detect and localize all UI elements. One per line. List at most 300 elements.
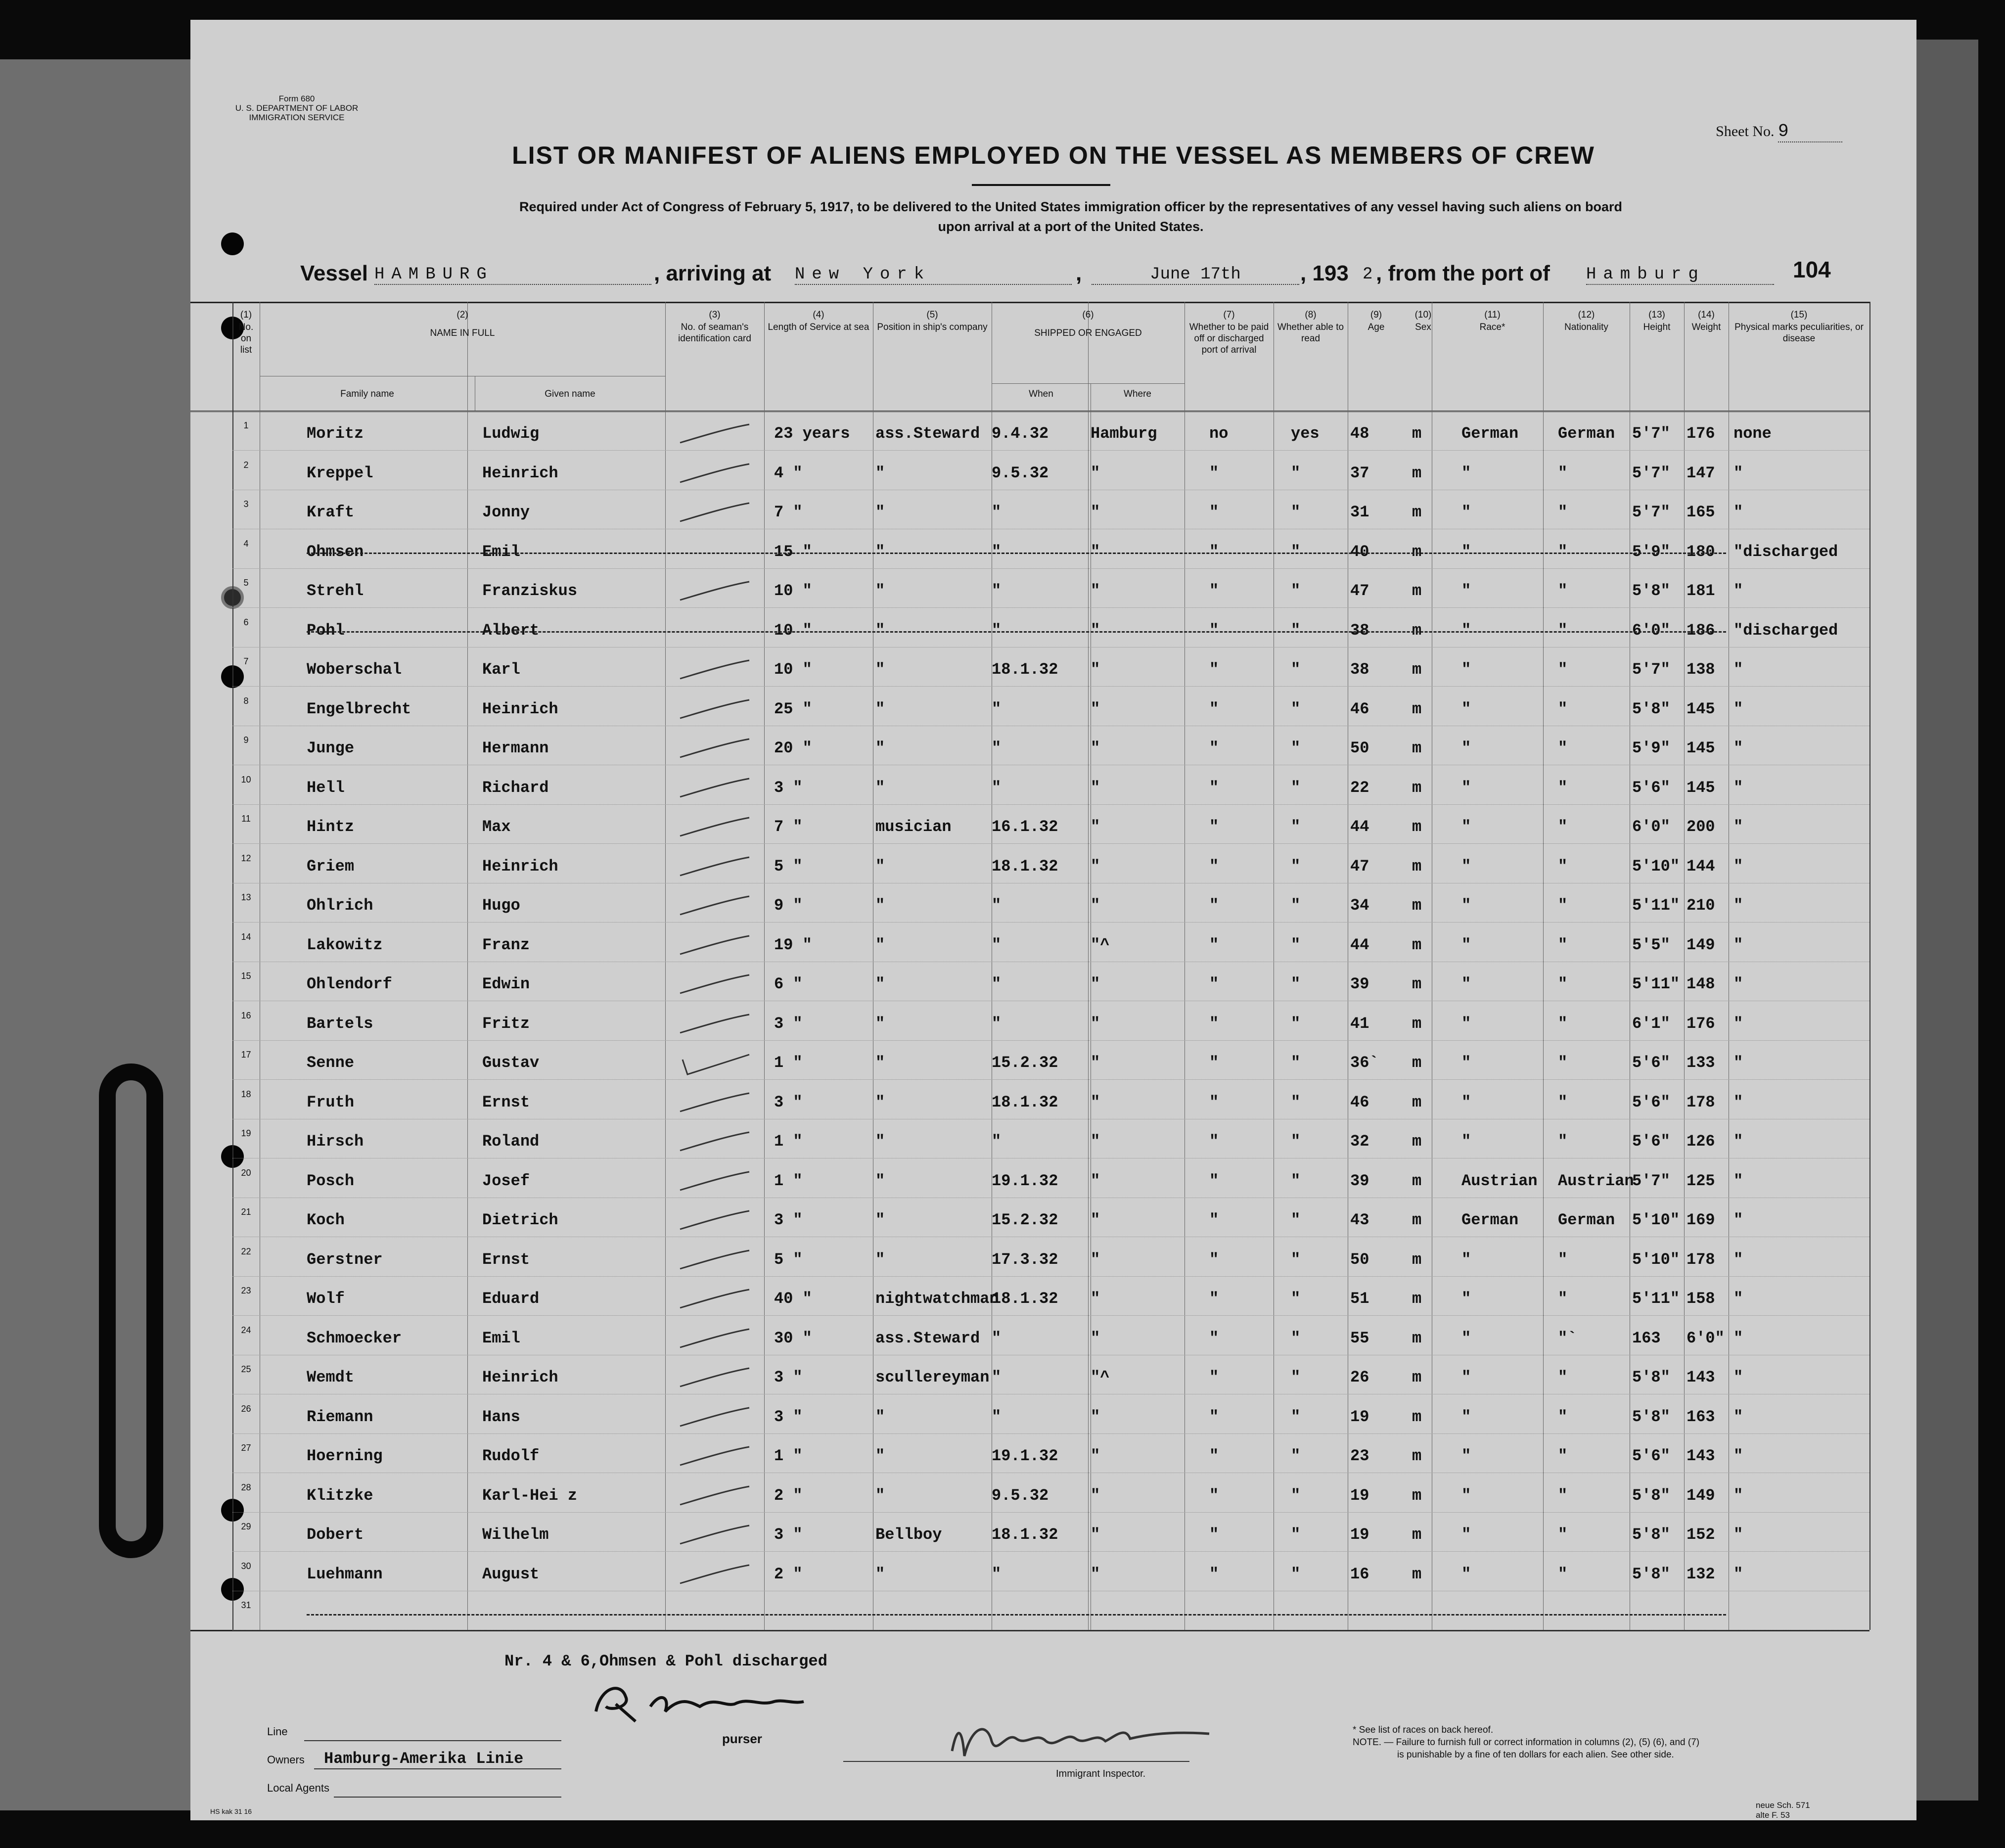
shipped-when-cell: "	[992, 621, 1002, 640]
sex-cell: m	[1412, 1250, 1422, 1269]
length-of-service-cell: 3 "	[774, 1014, 803, 1033]
able-to-read-cell: "	[1291, 1565, 1301, 1583]
row-number: 1	[243, 420, 249, 430]
given-name-cell: Dietrich	[482, 1211, 558, 1229]
shipped-when-cell: 18.1.32	[992, 857, 1058, 876]
able-to-read-cell: "	[1291, 778, 1301, 797]
seaman-card-check-mark	[675, 971, 754, 1001]
row-rule	[232, 1433, 1869, 1434]
paid-off-cell: "	[1209, 857, 1219, 876]
weight-cell: 133	[1686, 1054, 1715, 1072]
nationality-cell: "	[1558, 1486, 1568, 1505]
sex-cell: m	[1412, 778, 1422, 797]
shipped-where-cell: "	[1091, 1329, 1100, 1347]
length-of-service-cell: 9 "	[774, 896, 803, 915]
column-weight-number: (14)	[1698, 310, 1715, 320]
paid-off-cell: "	[1209, 660, 1219, 679]
able-to-read-cell: "	[1291, 818, 1301, 836]
column-position-number: (5)	[926, 310, 938, 320]
shipped-when-cell: 19.1.32	[992, 1447, 1058, 1465]
able-to-read-cell: "	[1291, 1329, 1301, 1347]
sex-cell: m	[1412, 1171, 1422, 1190]
height-cell: 5'11"	[1632, 896, 1680, 915]
position-cell: "	[875, 1211, 885, 1229]
weight-cell: 126	[1686, 1132, 1715, 1151]
sex-cell: m	[1412, 1290, 1422, 1308]
given-name-cell: Richard	[482, 778, 549, 797]
seaman-card-check-mark	[675, 1443, 754, 1473]
given-name-cell: Max	[482, 818, 511, 836]
able-to-read-cell: "	[1291, 1014, 1301, 1033]
physical-marks-cell: "	[1733, 778, 1743, 797]
footnote-3: is punishable by a fine of ten dollars for each alien. See other side.	[1397, 1750, 1674, 1760]
age-cell: 55	[1350, 1329, 1369, 1347]
paid-off-cell: "	[1209, 778, 1219, 797]
able-to-read-cell: "	[1291, 1290, 1301, 1308]
height-cell: 6'0"	[1632, 818, 1670, 836]
physical-marks-cell: "discharged	[1733, 542, 1838, 561]
paid-off-cell: "	[1209, 1132, 1219, 1151]
physical-marks-cell: "	[1733, 1132, 1743, 1151]
height-cell: 5'8"	[1632, 582, 1670, 600]
nationality-cell: "	[1558, 1525, 1568, 1544]
row-number: 6	[243, 617, 249, 627]
seaman-card-check-mark	[675, 656, 754, 686]
position-cell: scullereyman	[875, 1368, 990, 1386]
seaman-card-check-mark	[675, 1286, 754, 1315]
race-cell: "	[1461, 975, 1471, 993]
nationality-cell: "	[1558, 621, 1568, 640]
position-cell: "	[875, 935, 885, 954]
column-read-number: (8)	[1305, 310, 1317, 320]
position-cell: "	[875, 1486, 885, 1505]
position-cell: "	[875, 1093, 885, 1111]
nationality-cell: "	[1558, 463, 1568, 482]
shipped-when-cell: "	[992, 1329, 1002, 1347]
column-rule	[1684, 302, 1685, 1630]
row-rule	[232, 1079, 1869, 1080]
paid-off-cell: "	[1209, 1250, 1219, 1269]
column-marks-label: Physical marks peculiarities, or disease	[1734, 322, 1864, 344]
position-cell: "	[875, 1054, 885, 1072]
family-name-cell: Luehmann	[307, 1565, 383, 1583]
comma: ,	[1076, 261, 1082, 285]
shipped-where-cell: "	[1091, 1486, 1100, 1505]
physical-marks-cell: "	[1733, 660, 1743, 679]
height-cell: 5'9"	[1632, 542, 1670, 561]
nationality-cell: "	[1558, 1565, 1568, 1583]
length-of-service-cell: 20 "	[774, 739, 812, 757]
row-number: 21	[241, 1207, 251, 1217]
length-of-service-cell: 3 "	[774, 1407, 803, 1426]
family-name-cell: Strehl	[307, 582, 364, 600]
arriving-label: , arriving at	[654, 261, 772, 285]
family-name-cell: Ohlendorf	[307, 975, 392, 993]
able-to-read-cell: yes	[1291, 424, 1320, 443]
column-height-label: Height	[1643, 322, 1671, 332]
able-to-read-cell: "	[1291, 1132, 1301, 1151]
sex-cell: m	[1412, 1525, 1422, 1544]
race-cell: "	[1461, 1565, 1471, 1583]
able-to-read-cell: "	[1291, 1447, 1301, 1465]
nationality-cell: "	[1558, 582, 1568, 600]
length-of-service-cell: 10 "	[774, 582, 812, 600]
year-prefix: , 193	[1300, 261, 1349, 285]
sheet-label: Sheet No.	[1716, 123, 1775, 139]
shipped-when-cell: "	[992, 542, 1002, 561]
column-age-number: (9)	[1370, 310, 1382, 320]
shipped-when-cell: "	[992, 699, 1002, 718]
shipped-when-cell: 15.2.32	[992, 1211, 1058, 1229]
sex-cell: m	[1412, 1565, 1422, 1583]
closing-dash-line	[307, 1614, 1726, 1616]
sex-cell: m	[1412, 975, 1422, 993]
row-number: 30	[241, 1561, 251, 1571]
given-name-cell: Rudolf	[482, 1447, 540, 1465]
shipped-where-cell: "	[1091, 1171, 1100, 1190]
row-rule	[232, 450, 1869, 451]
sex-cell: m	[1412, 857, 1422, 876]
when-header: When	[1029, 389, 1053, 399]
line-rule	[304, 1740, 561, 1741]
weight-cell: 180	[1686, 542, 1715, 561]
family-name-cell: Schmoecker	[307, 1329, 402, 1347]
nationality-cell: "	[1558, 857, 1568, 876]
row-rule	[232, 1040, 1869, 1041]
purser-label: purser	[722, 1731, 762, 1746]
row-number: 23	[241, 1286, 251, 1295]
weight-cell: 149	[1686, 1486, 1715, 1505]
seaman-card-check-mark	[675, 420, 754, 450]
seaman-card-check-mark	[675, 1482, 754, 1512]
position-cell: "	[875, 503, 885, 521]
physical-marks-cell: "	[1733, 582, 1743, 600]
nationality-cell: "	[1558, 1447, 1568, 1465]
length-of-service-cell: 2 "	[774, 1565, 803, 1583]
weight-cell: 149	[1686, 935, 1715, 954]
length-of-service-cell: 3 "	[774, 1093, 803, 1111]
column-nationality-label: Nationality	[1564, 322, 1608, 332]
sex-cell: m	[1412, 660, 1422, 679]
height-cell: 5'8"	[1632, 699, 1670, 718]
row-number: 12	[241, 853, 251, 863]
family-name-cell: Hirsch	[307, 1132, 364, 1151]
vessel-name: HAMBURG	[374, 265, 651, 285]
nationality-cell: "	[1558, 778, 1568, 797]
height-cell: 5'10"	[1632, 1250, 1680, 1269]
physical-marks-cell: "	[1733, 857, 1743, 876]
height-cell: 5'7"	[1632, 1171, 1670, 1190]
shipped-where-cell: "	[1091, 818, 1100, 836]
paid-off-cell: "	[1209, 582, 1219, 600]
physical-marks-cell: "	[1733, 1329, 1743, 1347]
seaman-card-check-mark	[675, 1128, 754, 1158]
race-cell: "	[1461, 660, 1471, 679]
position-cell: "	[875, 739, 885, 757]
height-cell: 5'10"	[1632, 857, 1680, 876]
ref-old: alte F. 53	[1756, 1810, 1790, 1820]
subtitle-line-1: Required under Act of Congress of February 5, 1917, to be delivered to the United States immigration officer by the representatives of any vessel having such aliens on board	[519, 199, 1623, 214]
subheader-rule	[992, 383, 1185, 384]
paid-off-cell: "	[1209, 1525, 1219, 1544]
row-rule	[232, 843, 1869, 844]
department: U. S. DEPARTMENT OF LABOR	[235, 103, 359, 113]
physical-marks-cell: "	[1733, 1093, 1743, 1111]
physical-marks-cell: "	[1733, 1407, 1743, 1426]
length-of-service-cell: 3 "	[774, 1211, 803, 1229]
nationality-cell: "	[1558, 1407, 1568, 1426]
sex-cell: m	[1412, 424, 1422, 443]
nationality-cell: "	[1558, 1054, 1568, 1072]
sex-cell: m	[1412, 1211, 1422, 1229]
length-of-service-cell: 19 "	[774, 935, 812, 954]
race-cell: "	[1461, 582, 1471, 600]
weight-cell: 163	[1686, 1407, 1715, 1426]
weight-cell: 132	[1686, 1565, 1715, 1583]
nationality-cell: Austrian	[1558, 1171, 1634, 1190]
height-cell: 5'7"	[1632, 503, 1670, 521]
family-name-cell: Hintz	[307, 818, 355, 836]
shipped-when-cell: 9.5.32	[992, 463, 1049, 482]
race-cell: "	[1461, 542, 1471, 561]
race-cell: "	[1461, 778, 1471, 797]
paid-off-cell: "	[1209, 818, 1219, 836]
column-shipped-number: (6)	[1082, 310, 1094, 320]
family-name-cell: Posch	[307, 1171, 355, 1190]
able-to-read-cell: "	[1291, 1486, 1301, 1505]
race-cell: "	[1461, 503, 1471, 521]
able-to-read-cell: "	[1291, 896, 1301, 915]
length-of-service-cell: 15 "	[774, 542, 812, 561]
weight-cell: 152	[1686, 1525, 1715, 1544]
physical-marks-cell: "	[1733, 739, 1743, 757]
given-name-cell: Eduard	[482, 1290, 540, 1308]
paid-off-cell: "	[1209, 1290, 1219, 1308]
row-rule	[232, 1315, 1869, 1316]
paid-off-cell: "	[1209, 621, 1219, 640]
position-cell: musician	[875, 818, 952, 836]
position-cell: "	[875, 699, 885, 718]
seaman-card-check-mark	[675, 814, 754, 843]
length-of-service-cell: 23 years	[774, 424, 850, 443]
shipped-where-cell: "	[1091, 1054, 1100, 1072]
strikethrough-line	[307, 631, 1726, 633]
seaman-card-check-mark	[675, 696, 754, 726]
sex-cell: m	[1412, 503, 1422, 521]
age-cell: 19	[1350, 1407, 1369, 1426]
race-cell: "	[1461, 935, 1471, 954]
row-number: 11	[241, 814, 251, 824]
subtitle-line-2: upon arrival at a port of the United States.	[938, 219, 1204, 234]
paid-off-cell: "	[1209, 1486, 1219, 1505]
position-cell: "	[875, 1447, 885, 1465]
shipped-where-cell: "	[1091, 1525, 1100, 1544]
nationality-cell: "	[1558, 503, 1568, 521]
sex-cell: m	[1412, 739, 1422, 757]
table-header-rule	[190, 411, 1869, 412]
race-cell: German	[1461, 1211, 1519, 1229]
height-cell: 6'0"	[1632, 621, 1670, 640]
shipped-where-cell: "	[1091, 463, 1100, 482]
family-name-cell: Junge	[307, 739, 355, 757]
column-shipped-label: SHIPPED OR ENGAGED	[1034, 328, 1142, 338]
row-number: 19	[241, 1128, 251, 1138]
family-name-cell: Wolf	[307, 1290, 345, 1308]
position-cell: "	[875, 542, 885, 561]
length-of-service-cell: 30 "	[774, 1329, 812, 1347]
paid-off-cell: "	[1209, 463, 1219, 482]
row-number: 25	[241, 1364, 251, 1374]
weight-cell: 158	[1686, 1290, 1715, 1308]
shipped-when-cell: "	[992, 739, 1002, 757]
sheet-value: 9	[1778, 121, 1842, 142]
given-name-cell: Edwin	[482, 975, 530, 993]
family-name-cell: Kreppel	[307, 463, 373, 482]
column-rule	[665, 302, 666, 1630]
seaman-card-check-mark	[675, 775, 754, 804]
shipped-when-cell: "	[992, 896, 1002, 915]
given-name-cell: Franz	[482, 935, 530, 954]
weight-cell: 186	[1686, 621, 1715, 640]
age-cell: 41	[1350, 1014, 1369, 1033]
row-number: 10	[241, 774, 251, 785]
length-of-service-cell: 10 "	[774, 621, 812, 640]
race-cell: "	[1461, 1290, 1471, 1308]
age-cell: 44	[1350, 818, 1369, 836]
age-cell: 50	[1350, 739, 1369, 757]
seaman-card-check-mark	[675, 1247, 754, 1276]
given-name-cell: Roland	[482, 1132, 540, 1151]
nationality-cell: "	[1558, 1368, 1568, 1386]
nationality-cell: "	[1558, 935, 1568, 954]
weight-cell: 178	[1686, 1250, 1715, 1269]
weight-cell: 178	[1686, 1093, 1715, 1111]
sex-cell: m	[1412, 1368, 1422, 1386]
nationality-cell: "	[1558, 818, 1568, 836]
column-paid-off-number: (7)	[1223, 310, 1235, 320]
race-cell: "	[1461, 1407, 1471, 1426]
able-to-read-cell: "	[1291, 463, 1301, 482]
seaman-card-check-mark	[675, 1011, 754, 1040]
position-cell: Bellboy	[875, 1525, 942, 1544]
given-name-cell: Gustav	[482, 1054, 540, 1072]
from-label: , from the port of	[1376, 261, 1550, 285]
row-number: 9	[243, 735, 249, 745]
paid-off-cell: "	[1209, 1447, 1219, 1465]
position-cell: "	[875, 1132, 885, 1151]
shipped-when-cell: 18.1.32	[992, 1093, 1058, 1111]
given-name-header: Given name	[545, 389, 595, 399]
physical-marks-cell: "	[1733, 1447, 1743, 1465]
seaman-card-check-mark	[675, 460, 754, 490]
sex-cell: m	[1412, 1407, 1422, 1426]
family-name-cell: Engelbrecht	[307, 699, 411, 718]
race-cell: "	[1461, 1486, 1471, 1505]
given-name-cell: August	[482, 1565, 540, 1583]
paid-off-cell: "	[1209, 1407, 1219, 1426]
family-name-header: Family name	[340, 389, 394, 399]
row-number: 15	[241, 971, 251, 981]
able-to-read-cell: "	[1291, 699, 1301, 718]
able-to-read-cell: "	[1291, 1250, 1301, 1269]
nationality-cell: German	[1558, 1211, 1615, 1229]
given-name-cell: Franziskus	[482, 582, 578, 600]
given-name-cell: Karl	[482, 660, 520, 679]
race-cell: "	[1461, 1447, 1471, 1465]
weight-cell: 210	[1686, 896, 1715, 915]
row-number: 16	[241, 1010, 251, 1020]
height-cell: 5'11"	[1632, 1290, 1680, 1308]
physical-marks-cell: "discharged	[1733, 621, 1838, 640]
column-name-number: (2)	[456, 310, 468, 320]
footnote	[1353, 1724, 1699, 1761]
paid-off-cell: "	[1209, 699, 1219, 718]
sex-cell: m	[1412, 1486, 1422, 1505]
physical-marks-cell: "	[1733, 503, 1743, 521]
inspector-label: Immigrant Inspector.	[1056, 1768, 1146, 1779]
age-cell: 31	[1350, 503, 1369, 521]
position-cell: "	[875, 1565, 885, 1583]
column-age-label: Age	[1367, 322, 1385, 332]
row-rule	[232, 1512, 1869, 1513]
height-cell: 5'8"	[1632, 1525, 1670, 1544]
sex-cell: m	[1412, 1093, 1422, 1111]
family-name-cell: Bartels	[307, 1014, 373, 1033]
nationality-cell: "	[1558, 1132, 1568, 1151]
page-number: 104	[1793, 257, 1831, 282]
row-rule	[232, 686, 1869, 687]
seaman-card-check-mark	[675, 932, 754, 962]
shipped-where-cell: "	[1091, 1093, 1100, 1111]
column-no-label: No. on list	[238, 322, 254, 355]
row-number: 5	[243, 578, 249, 588]
nationality-cell: "	[1558, 1093, 1568, 1111]
physical-marks-cell: "	[1733, 1565, 1743, 1583]
shipped-where-cell: "	[1091, 1250, 1100, 1269]
shipped-where-cell: "	[1091, 1565, 1100, 1583]
column-read-label: Whether able to read	[1277, 322, 1344, 344]
sex-cell: m	[1412, 1014, 1422, 1033]
given-name-cell: Wilhelm	[482, 1525, 549, 1544]
shipped-where-cell: "	[1091, 1407, 1100, 1426]
able-to-read-cell: "	[1291, 542, 1301, 561]
given-name-cell: Albert	[482, 621, 540, 640]
given-name-cell: Josef	[482, 1171, 530, 1190]
length-of-service-cell: 1 "	[774, 1447, 803, 1465]
seaman-card-check-mark	[675, 1207, 754, 1237]
discharge-remark: Nr. 4 & 6,Ohmsen & Pohl discharged	[504, 1652, 827, 1670]
weight-cell: 165	[1686, 503, 1715, 521]
physical-marks-cell: "	[1733, 1171, 1743, 1190]
shipped-when-cell: 9.4.32	[992, 424, 1049, 443]
nationality-cell: "	[1558, 1250, 1568, 1269]
position-cell: "	[875, 1250, 885, 1269]
shipped-when-cell: 18.1.32	[992, 660, 1058, 679]
race-cell: "	[1461, 739, 1471, 757]
race-cell: "	[1461, 1132, 1471, 1151]
physical-marks-cell: "	[1733, 1014, 1743, 1033]
form-number: Form 680	[278, 94, 315, 103]
age-cell: 43	[1350, 1211, 1369, 1229]
row-number: 28	[241, 1482, 251, 1492]
weight-cell: 181	[1686, 582, 1715, 600]
race-cell: "	[1461, 1054, 1471, 1072]
document-title: LIST OR MANIFEST OF ALIENS EMPLOYED ON THE VESSEL AS MEMBERS OF CREW	[512, 141, 1595, 169]
position-cell: "	[875, 857, 885, 876]
row-number: 24	[241, 1325, 251, 1335]
able-to-read-cell: "	[1291, 1054, 1301, 1072]
row-number: 2	[243, 460, 249, 470]
